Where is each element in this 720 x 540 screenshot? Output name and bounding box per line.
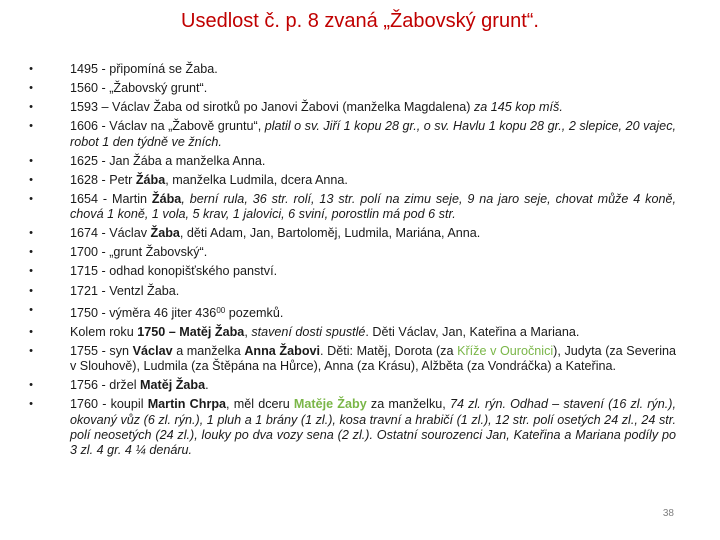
- history-list: [26, 62, 676, 462]
- item-text-italic: platil o sv. Jiří 1 kopu 28 gr., o sv. Havlu 1 kopu 28 gr., 2 slepice, 20 vajec, robot 1 den týdně ve žních.: [70, 119, 676, 149]
- page-number: 38: [662, 508, 674, 519]
- item-text: . Děti: Matěj, Dorota (za: [320, 343, 458, 358]
- item-text: 1721 - Ventzl Žaba.: [70, 283, 180, 298]
- item-name-bold: Václav: [132, 343, 173, 358]
- bullet-icon: •: [29, 284, 33, 297]
- list-item: [26, 226, 676, 241]
- item-text: .: [205, 378, 209, 393]
- list-item: [26, 154, 676, 169]
- list-item: [26, 303, 676, 321]
- item-text: Kolem roku: [70, 324, 138, 339]
- bullet-icon: •: [29, 227, 33, 240]
- item-text: 1756 - držel: [70, 378, 141, 393]
- list-item: [26, 284, 676, 299]
- bullet-icon: •: [29, 192, 33, 205]
- bullet-icon: •: [29, 344, 33, 357]
- bullet-icon: •: [29, 398, 33, 411]
- item-text: 1715 - odhad konopišťského panství.: [70, 264, 278, 279]
- item-text-highlight: Kříže v Ouročnici: [457, 343, 554, 358]
- list-item: [26, 344, 676, 375]
- item-text: 1760 - koupil: [70, 397, 148, 412]
- item-text: 1495 - připomíná se Žaba.: [70, 62, 218, 76]
- item-text: pozemků.: [225, 305, 284, 320]
- item-text: ), Judyta (za Severina v Slouhově), Ludmila (za Štěpána na Hůrce), Anna (za Krásu), Alžběta (za Vondráčka) a Kateřina.: [70, 343, 677, 374]
- item-name-bold: Žába: [151, 191, 182, 206]
- list-item: [26, 378, 676, 393]
- item-text: 1560 - „Žabovský grunt“.: [70, 81, 208, 96]
- item-text: 1628 - Petr: [70, 172, 136, 187]
- item-text-italic: za 145 kop míš.: [473, 100, 563, 115]
- item-text: 1674 - Václav: [70, 226, 151, 241]
- item-text: 1606 - Václav na „Žabově gruntu“,: [70, 119, 265, 134]
- item-text: . Děti Václav, Jan, Kateřina a Mariana.: [365, 324, 580, 339]
- list-item: [26, 119, 676, 150]
- item-text-italic: , berní rula, 36 str. rolí, 13 str. polí na zimu seje, 9 na jaro seje, chovat může 4 koně, chová 1 koně, 1 vola, 5 krav, 1 jalovici, 6 sviní, porostlin má pod 6 str.: [70, 191, 676, 222]
- bullet-icon: •: [29, 101, 33, 114]
- item-name-bold: Anna Žabovi: [244, 343, 321, 358]
- item-name-bold: Matěj Žaba: [140, 378, 206, 393]
- bullet-icon: •: [29, 379, 33, 392]
- list-item: [26, 325, 676, 340]
- item-text: 1750 - výměra 46 jiter 436: [70, 305, 217, 320]
- item-name-bold: 1750 – Matěj Žaba: [137, 324, 245, 339]
- item-text: a manželka: [172, 343, 245, 358]
- bullet-icon: •: [29, 265, 33, 278]
- slide-title: Usedlost č. p. 8 zvaná „Žabovský grunt“.: [181, 10, 539, 32]
- list-item: [26, 173, 676, 188]
- list-item: [26, 264, 676, 279]
- item-text: , měl dceru: [226, 397, 294, 412]
- item-name-bold: Žába: [135, 172, 166, 187]
- bullet-icon: •: [29, 63, 33, 75]
- bullet-icon: •: [29, 82, 33, 95]
- item-text: 1755 - syn: [70, 343, 133, 358]
- bullet-icon: •: [29, 154, 33, 167]
- list-item: [26, 397, 676, 458]
- list-item: [26, 81, 676, 96]
- bullet-icon: •: [29, 246, 33, 259]
- item-text: za manželku,: [366, 397, 450, 412]
- bullet-icon: •: [29, 120, 33, 133]
- item-text-italic: stavení dosti spustlé: [251, 324, 366, 339]
- item-text: ,: [244, 324, 252, 339]
- list-item: [26, 245, 676, 260]
- item-text-italic: 74 zl. rýn. Odhad – stavení (16 zl. rýn.), okovaný vůz (6 zl. rýn.), 1 pluh a 1 brány (1 zl.), kosa travní a hrabičí (1 zl.), 12 str. polí osetých 24 zl., 24 str. polí neosetých (24 zl.), louky po dva vozy sena (2 zl.). Ostatní sourozenci Jan, Kateřina a Mariana podíly po 3 zl. 4 gr. 4 ¼ denáru.: [70, 397, 676, 458]
- item-name-bold: Martin Chrpa: [147, 397, 227, 412]
- item-text: 1625 - Jan Žába a manželka Anna.: [70, 153, 266, 168]
- item-text: 1654 - Martin: [70, 191, 152, 206]
- list-item: [26, 100, 676, 115]
- item-name-bold: Žaba: [150, 226, 180, 241]
- item-text: , děti Adam, Jan, Bartoloměj, Ludmila, Mariána, Anna.: [179, 226, 481, 241]
- bullet-icon: •: [29, 303, 33, 316]
- item-superscript: 00: [216, 305, 226, 315]
- item-text: 1593 – Václav Žaba od sirotků po Janovi Žabovi (manželka Magdalena): [70, 100, 474, 115]
- item-text-highlight: Matěje Žaby: [293, 397, 367, 412]
- bullet-icon: •: [29, 173, 33, 186]
- bullet-icon: •: [29, 325, 33, 338]
- item-text: , manželka Ludmila, dcera Anna.: [165, 172, 348, 187]
- list-item: [26, 62, 676, 77]
- item-text: 1700 - „grunt Žabovský“.: [70, 245, 208, 260]
- list-item: [26, 192, 676, 223]
